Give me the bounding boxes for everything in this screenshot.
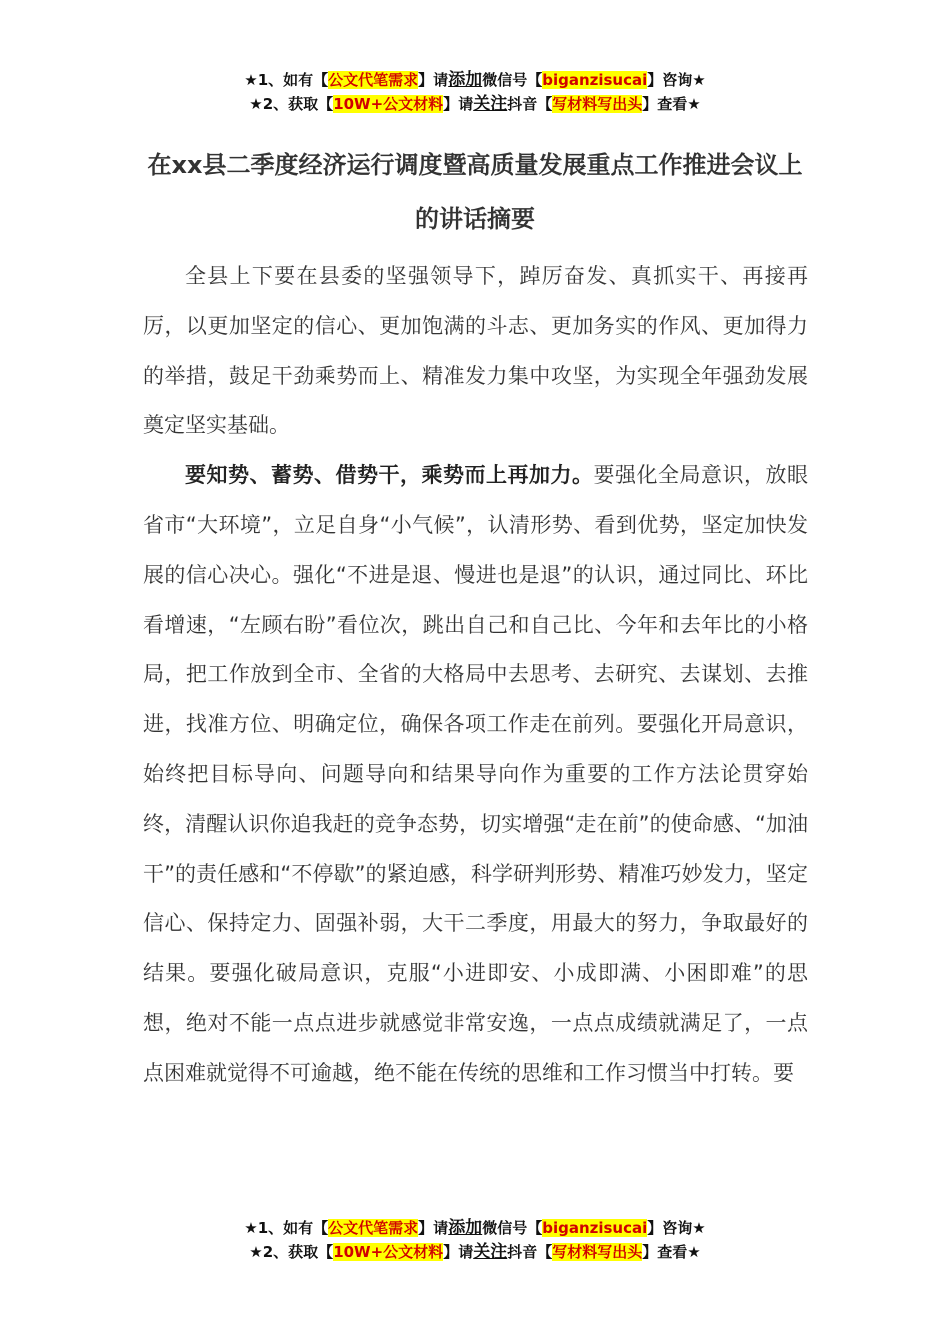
banner-text: 】请 — [443, 1243, 474, 1261]
banner-line-1 — [0, 1216, 950, 1240]
document-body — [143, 252, 808, 1099]
banner-text: 抖音【 — [507, 95, 553, 113]
banner-text: 】查看★ — [642, 1243, 701, 1261]
header-banner — [0, 68, 950, 116]
highlight-wechat-id: biganzisucai — [542, 71, 648, 89]
highlight-service: 公文代笔需求 — [328, 1219, 419, 1237]
banner-text: 抖音【 — [507, 1243, 553, 1261]
paragraph-lead: 要知势、蓄势、借势干，乘势而上再加力。 — [185, 463, 594, 488]
banner-text: ★1、如有【 — [244, 71, 329, 89]
banner-text: 】咨询★ — [647, 71, 706, 89]
highlight-douyin: 写材料写出头 — [552, 1243, 643, 1261]
banner-text: 】请 — [418, 1219, 449, 1237]
highlight-materials: 10W+公文材料 — [333, 95, 444, 113]
banner-text: 】咨询★ — [647, 1219, 706, 1237]
banner-text: 微信号【 — [482, 71, 543, 89]
banner-line-2 — [0, 92, 950, 116]
banner-line-2 — [0, 1240, 950, 1264]
footer-banner — [0, 1216, 950, 1264]
emphasis-text: 添加 — [448, 70, 483, 90]
emphasis-text: 关注 — [473, 94, 508, 114]
emphasis-text: 关注 — [473, 1242, 508, 1262]
highlight-wechat-id: biganzisucai — [542, 1219, 648, 1237]
banner-text: ★1、如有【 — [244, 1219, 329, 1237]
banner-text: 微信号【 — [482, 1219, 543, 1237]
banner-text: 】请 — [418, 71, 449, 89]
highlight-service: 公文代笔需求 — [328, 71, 419, 89]
banner-text: 】请 — [443, 95, 474, 113]
banner-line-1 — [0, 68, 950, 92]
highlight-douyin: 写材料写出头 — [552, 95, 643, 113]
document-title: 在xx县二季度经济运行调度暨高质量发展重点工作推进会议上的讲话摘要 — [147, 151, 803, 233]
banner-text: ★2、获取【 — [249, 1243, 334, 1261]
banner-text: 】查看★ — [642, 95, 701, 113]
highlight-materials: 10W+公文材料 — [333, 1243, 444, 1261]
paragraph-body: 要强化全局意识，放眼省市“大环境”，立足自身“小气候”，认清形势、看到优势，坚定加快发展的信心决心。强化“不进是退、慢进也是退”的认识，通过同比、环比看增速，“左顾右盼”看位次，跳出自己和自己比、今年和去年比的小格局，把工作放到全市、全省的大格局中去思考、去研究、去谋划、去推进，找准方位、明确定位，确保各项工作走在前列。要强化开局意识，始终把目标导向、问题导向和结果导向作为重要的工作方法论贯穿始终，清醒认识你追我赶的竞争态势，切实增强“走在前”的使命感、“加油干”的责任感和“不停歇”的紧迫感，科学研判形势、精准巧妙发力，坚定信心、保持定力、固强补弱，大干二季度，用最大的努力，争取最好的结果。要强化破局意识，克服“小进即安、小成即满、小困即难”的思想，绝对不能一点点进步就感觉非常安逸，一点点成绩就满足了，一点点困难就觉得不可逾越，绝不能在传统的思维和工作习惯当中打转。要 — [143, 463, 808, 1085]
banner-text: ★2、获取【 — [249, 95, 334, 113]
paragraph-2 — [143, 451, 808, 1098]
emphasis-text: 添加 — [448, 1218, 483, 1238]
paragraph-1: 全县上下要在县委的坚强领导下，踔厉奋发、真抓实干、再接再厉，以更加坚定的信心、更加饱满的斗志、更加务实的作风、更加得力的举措，鼓足干劲乘势而上、精准发力集中攻坚，为实现全年强劲发展奠定坚实基础。 — [143, 264, 808, 438]
